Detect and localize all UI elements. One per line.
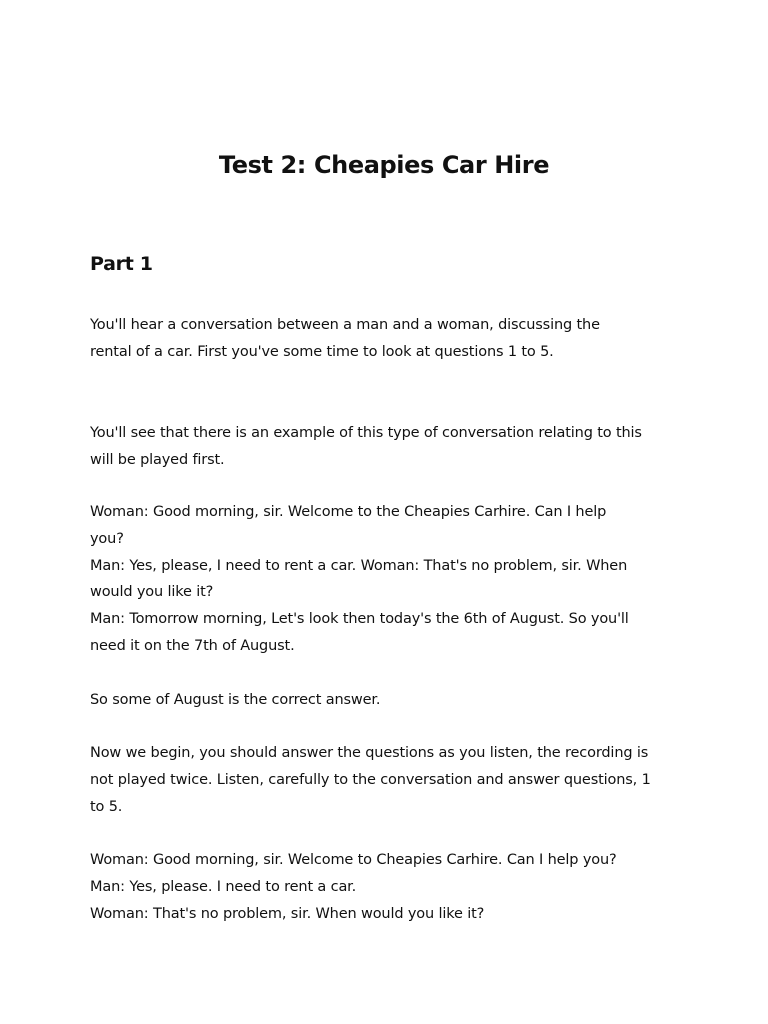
text-line: need it on the 7th of August. [90,637,295,654]
document-title: Test 2: Cheapies Car Hire [218,151,550,179]
dialogue-paragraph [90,847,690,927]
text-line: rental of a car. First you've some time to look at questions 1 to 5. [90,343,554,360]
text-line: Woman: Good morning, sir. Welcome to the Cheapies Carhire. Can I help [90,504,607,520]
text-line: Woman: Good morning, sir. Welcome to Cheapies Carhire. Can I help you? [90,852,617,868]
text-line: to 5. [90,798,123,815]
text-line: You'll see that there is an example of this type of conversation relating to this [90,425,642,441]
example-intro-paragraph [90,420,690,474]
text-line: Now we begin, you should answer the questions as you listen, the recording is [90,745,649,761]
text-line: you? [90,530,124,547]
text-line: not played twice. Listen, carefully to the conversation and answer questions, 1 [90,771,651,788]
text-line: Woman: That's no problem, sir. When would you like it? [90,905,485,922]
text-line: would you like it? [90,584,214,601]
intro-paragraph [90,312,690,366]
instructions-paragraph [90,740,690,820]
text-line: Man: Tomorrow morning, Let's look then today's the 6th of August. So you'll [90,611,629,628]
text-line: You'll hear a conversation between a man and a woman, discussing the [90,317,600,333]
text-line: Man: Yes, please, I need to rent a car. Woman: That's no problem, sir. When [90,557,628,574]
text-line: So some of August is the correct answer. [90,692,381,708]
part-heading: Part 1 [90,253,153,275]
text-line: will be played first. [90,451,225,468]
text-line: Man: Yes, please. I need to rent a car. [90,878,357,895]
answer-paragraph [90,687,690,714]
example-dialogue-paragraph [90,499,690,660]
